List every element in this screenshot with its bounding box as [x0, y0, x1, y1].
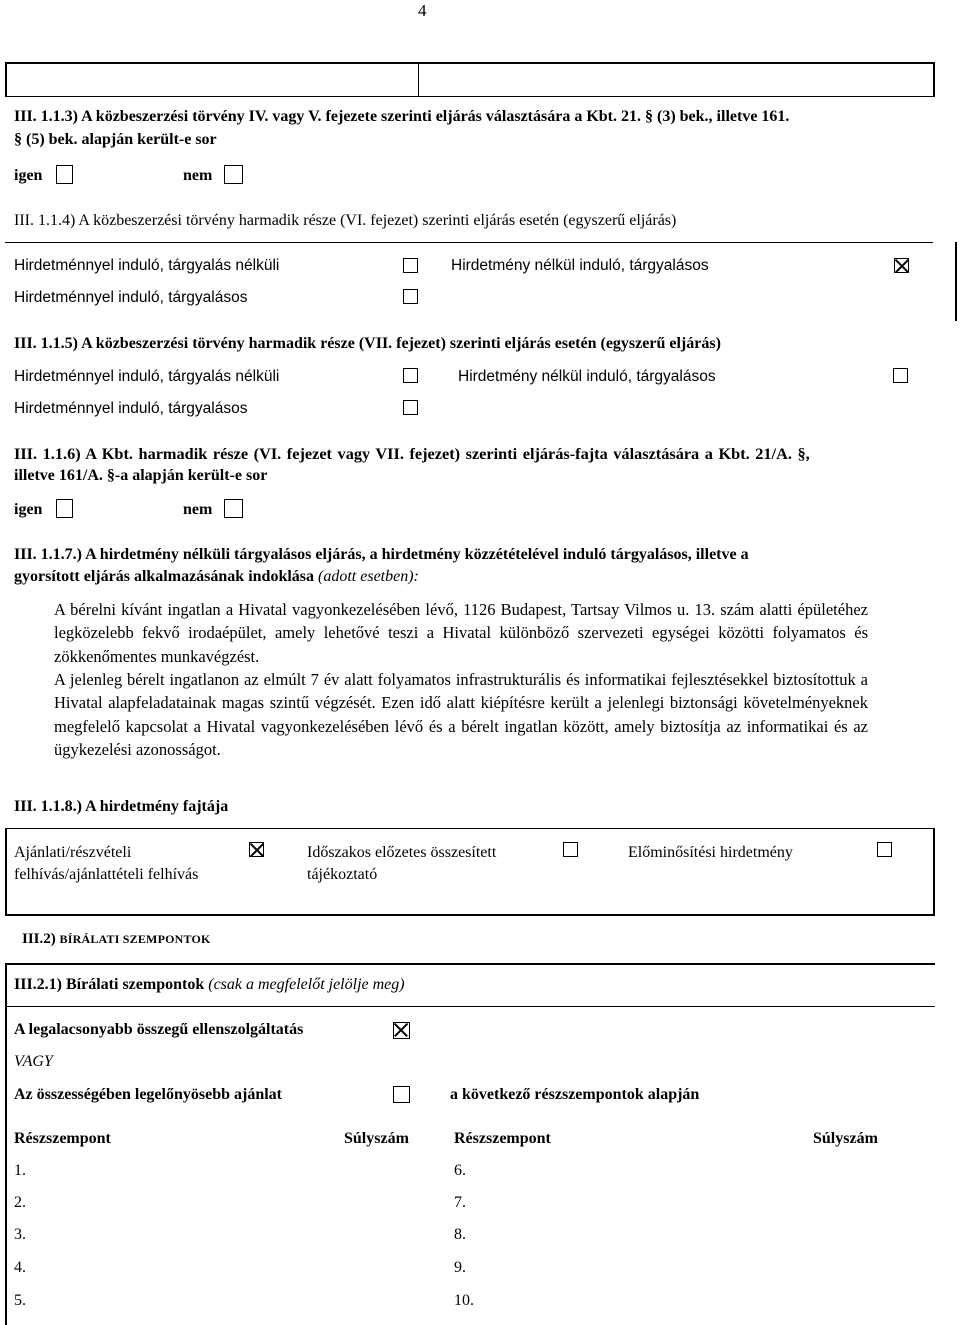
section-2-heading	[22, 930, 211, 948]
page-number: 4	[418, 1, 427, 20]
notice-type-checkbox-1[interactable]	[249, 842, 264, 857]
section-116-line2: illetve 161/A. §-a alapján került-e sor	[14, 467, 268, 484]
notice-type-checkbox-2[interactable]	[563, 842, 578, 857]
criterion-number: 6.	[454, 1162, 466, 1179]
criterion-header-left: Részszempont	[14, 1130, 111, 1147]
section-115-checkbox-3[interactable]	[403, 400, 418, 415]
notice-type-table-border	[5, 914, 935, 916]
section-114-divider	[5, 242, 933, 243]
section-115-title: III. 1.1.5) A közbeszerzési törvény harmadik része (VII. fejezet) szerinti eljárás esetén (egyszerű eljárás)	[14, 335, 721, 352]
section-21-title	[14, 976, 405, 994]
criterion-number: 8.	[454, 1226, 466, 1243]
section-115-checkbox-2[interactable]	[893, 368, 908, 383]
section-118-title: III. 1.1.8.) A hirdetmény fajtája	[14, 798, 229, 815]
criteria-table-divider	[5, 1006, 935, 1007]
section-114-checkbox-3[interactable]	[403, 289, 418, 304]
lowest-price-checkbox[interactable]	[393, 1022, 410, 1039]
section-117-title-1: III. 1.1.7.) A hirdetmény nélküli tárgyalásos eljárás, a hirdetmény közzétételével induló tárgyalásos, illetve a	[14, 546, 749, 563]
table-border	[418, 62, 419, 96]
notice-type-checkbox-3[interactable]	[877, 842, 892, 857]
justification-paragraph-1: A bérelni kívánt ingatlan a Hivatal vagyonkezelésében lévő, 1126 Budapest, Tartsay Vilmos u. 13. szám alatti épületéhez legközelebb fekvő irodaépület, amely lehetővé teszi a Hivatal különböző szervezeti egységei közötti folyamatos és zökkenőmentes munkavégzést.	[54, 600, 868, 666]
notice-type-option-2: Időszakos előzetes összesített tájékoztató	[307, 844, 497, 883]
best-offer-checkbox[interactable]	[393, 1086, 410, 1103]
section-117-title-italic: (adott esetben):	[318, 568, 419, 585]
section-2-heading-number: III.2)	[22, 931, 60, 947]
criteria-table-border	[5, 963, 935, 965]
table-border	[5, 96, 935, 97]
section-115-option-3: Hirdetménnyel induló, tárgyalásos	[14, 400, 248, 417]
notice-type-table-border	[5, 828, 935, 829]
section-117-title-bold: gyorsított eljárás alkalmazásának indoklása	[14, 568, 315, 585]
criterion-number: 10.	[454, 1292, 474, 1309]
best-offer-label: Az összességében legelőnyösebb ajánlat	[14, 1086, 282, 1103]
yes-label: igen	[14, 167, 43, 184]
lowest-price-label: A legalacsonyabb összegű ellenszolgáltatás	[14, 1021, 304, 1038]
no-label: nem	[183, 167, 213, 184]
criterion-number: 9.	[454, 1259, 466, 1276]
table-border	[5, 62, 7, 97]
table-border	[933, 62, 935, 97]
sub-criteria-label: a következő részszempontok alapján	[450, 1086, 700, 1103]
criterion-number: 1.	[14, 1162, 26, 1179]
justification-paragraph-2: A jelenleg bérelt ingatlanon az elmúlt 7 év alatt folyamatos infrastrukturális és informatikai fejlesztésekkel biztosítottuk a Hivatal alapfeladatainak magas szintű végzését. Ezen idő alatt kiépítésre került a jelenlegi biztonsági követelményeknek megfelelő kapcsolat a Hivatal vagyonkezelésében lévő és a bérelt ingatlan között, amely biztosítja az informatikai és az ügykezelési azonosságot.	[54, 670, 868, 759]
section-115-checkbox-1[interactable]	[403, 368, 418, 383]
notice-type-option-1: Ajánlati/részvételi felhívás/ajánlattételi felhívás	[14, 844, 199, 883]
yes-label: igen	[14, 501, 43, 518]
criteria-table-border	[5, 963, 7, 1325]
no-checkbox[interactable]	[224, 165, 243, 184]
no-checkbox[interactable]	[224, 499, 243, 518]
section-113-line1: III. 1.1.3) A közbeszerzési törvény IV. vagy V. fejezete szerinti eljárás választására a Kbt. 21. § (3) bek., illetve 161.	[14, 108, 790, 125]
section-115-option-2: Hirdetmény nélkül induló, tárgyalásos	[458, 368, 716, 385]
criterion-number: 3.	[14, 1226, 26, 1243]
section-114-option-2: Hirdetmény nélkül induló, tárgyalásos	[451, 257, 709, 274]
or-label: VAGY	[14, 1053, 53, 1070]
section-2-heading-text: BÍRÁLATI SZEMPONTOK	[59, 932, 211, 946]
criterion-number: 4.	[14, 1259, 26, 1276]
section-114-option-3: Hirdetménnyel induló, tárgyalásos	[14, 289, 248, 306]
section-114-option-1: Hirdetménnyel induló, tárgyalás nélküli	[14, 257, 280, 274]
section-21-title-italic: (csak a megfelelőt jelölje meg)	[208, 976, 405, 993]
section-113-line2: § (5) bek. alapján került-e sor	[14, 131, 217, 148]
notice-type-table-border	[5, 828, 7, 916]
section-114-title: III. 1.1.4) A közbeszerzési törvény harmadik része (VI. fejezet) szerinti eljárás esetén (egyszerű eljárás)	[14, 212, 677, 229]
section-116-line1: III. 1.1.6) A Kbt. harmadik része (VI. fejezet vagy VII. fejezet) szerinti eljárás-fajta választására a Kbt. 21/A. §,	[14, 444, 810, 463]
notice-type-option-3: Előminősítési hirdetmény	[628, 844, 793, 861]
notice-type-table-border	[933, 828, 935, 916]
section-115-option-1: Hirdetménnyel induló, tárgyalás nélküli	[14, 368, 280, 385]
criterion-header-right: Részszempont	[454, 1130, 551, 1147]
weight-header-left: Súlyszám	[344, 1130, 409, 1147]
section-117-title-2	[14, 568, 419, 586]
weight-header-right: Súlyszám	[813, 1130, 878, 1147]
table-border	[5, 62, 935, 64]
section-21-title-bold: III.2.1) Bírálati szempontok	[14, 976, 205, 993]
yes-checkbox[interactable]	[56, 165, 73, 184]
section-114-checkbox-1[interactable]	[403, 258, 418, 273]
yes-checkbox[interactable]	[56, 499, 73, 518]
section-114-checkbox-2[interactable]	[894, 258, 909, 273]
section-114-side-border	[955, 242, 957, 321]
no-label: nem	[183, 501, 213, 518]
criterion-number: 5.	[14, 1292, 26, 1309]
criterion-number: 7.	[454, 1194, 466, 1211]
criterion-number: 2.	[14, 1194, 26, 1211]
